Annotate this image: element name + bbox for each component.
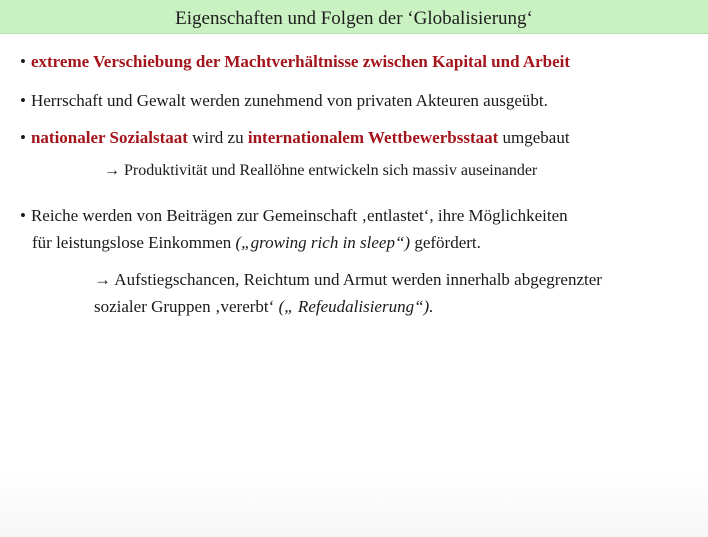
bullet-wealthy-relief-text: Reiche werden von Beiträgen zur Gemeinschaft ‚entlastet‘, ihre Möglichkeiten — [30, 206, 568, 225]
refeudalisation-quote: („ Refeudalisierung“). — [278, 297, 434, 316]
bullet-private-actors-text: Herrschaft und Gewalt werden zunehmend von privaten Akteuren ausgeübt. — [30, 91, 548, 110]
slide-title: Eigenschaften und Folgen der ‘Globalisierung‘ — [175, 8, 533, 29]
competition-state-term: internationalem Wettbewerbsstaat — [247, 128, 499, 147]
bullet-power-shift-text: extreme Verschiebung der Machtverhältnisse zwischen Kapital und Arbeit — [30, 52, 571, 71]
welfare-state-term: nationaler Sozialstaat — [30, 128, 188, 147]
inherited-groups-text: sozialer Gruppen ‚vererbt‘ — [94, 297, 279, 316]
slide-title-bar — [0, 0, 708, 34]
bullet-icon: • — [20, 128, 26, 147]
bullet-icon: • — [20, 206, 26, 225]
sub-point-inheritance — [94, 270, 602, 290]
promoted-text: gefördert. — [410, 233, 481, 252]
unearned-income-text: für leistungslose Einkommen — [32, 233, 236, 252]
arrow-right-icon: → — [104, 162, 120, 179]
sub-point-productivity — [104, 162, 537, 180]
bullet-private-actors — [20, 91, 548, 111]
bullet-wealthy-relief-continued — [32, 233, 481, 253]
bullet-icon: • — [20, 52, 26, 71]
arrow-right-icon: → — [94, 270, 111, 289]
welfare-state-connector: wird zu — [187, 128, 248, 147]
welfare-state-end: umgebaut — [498, 128, 570, 147]
bullet-power-shift — [20, 52, 570, 72]
sub-point-inheritance-continued — [94, 297, 433, 317]
growing-rich-quote: („growing rich in sleep“) — [235, 233, 411, 252]
sub-point-productivity-text: Produktivität und Reallöhne entwickeln sich massiv auseinander — [120, 162, 538, 179]
bullet-icon: • — [20, 91, 26, 110]
bullet-wealthy-relief — [20, 206, 568, 226]
bullet-welfare-state — [20, 128, 570, 148]
sub-point-inheritance-text: Aufstiegschancen, Reichtum und Armut werden innerhalb abgegrenzter — [111, 270, 602, 289]
